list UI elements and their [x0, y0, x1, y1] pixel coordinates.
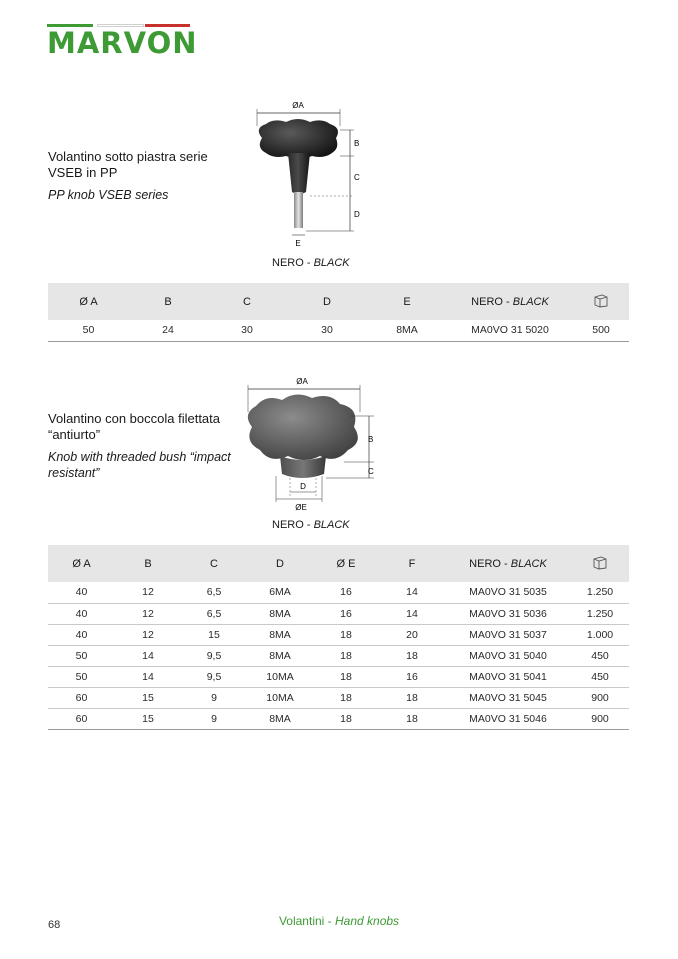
table-row	[48, 645, 629, 666]
cell: 8MA	[247, 708, 313, 729]
cell: 9	[181, 687, 247, 708]
knob-head	[259, 119, 338, 159]
cell: 8MA	[247, 645, 313, 666]
cell: 10MA	[247, 666, 313, 687]
col-header-code-it: NERO -	[469, 557, 511, 570]
box-icon	[573, 283, 629, 320]
cell: 15	[115, 687, 181, 708]
dim-b-label: B	[354, 139, 360, 148]
brand-name: MARVON	[47, 26, 198, 60]
product2-drawing	[240, 372, 380, 517]
col-header-code-it: NERO -	[471, 295, 513, 308]
cell: 50	[48, 645, 115, 666]
product1-title-line1: Volantino sotto piastra serie	[48, 149, 208, 164]
cell: 18	[379, 708, 445, 729]
product2-color-en: BLACK	[313, 519, 350, 531]
col-header-code-en: BLACK	[512, 295, 549, 308]
product2-subtitle	[48, 449, 231, 481]
col-header-code	[445, 545, 571, 582]
cell: 12	[115, 582, 181, 603]
cell: 8MA	[247, 603, 313, 624]
dim-c-label: C	[368, 467, 374, 476]
table-row	[48, 666, 629, 687]
product2-subtitle-line1: Knob with threaded bush “impact	[48, 450, 231, 464]
col-header-code	[447, 283, 573, 320]
cell: MA0VO 31 5020	[447, 320, 573, 341]
table-header-row	[48, 283, 629, 320]
col-header: Ø A	[79, 295, 98, 308]
cell: 40	[48, 603, 115, 624]
cell: 16	[379, 666, 445, 687]
col-header: C	[210, 557, 218, 570]
cell: 40	[48, 582, 115, 603]
cell: 18	[313, 624, 379, 645]
col-header: E	[403, 295, 411, 308]
cell: 60	[48, 687, 115, 708]
dim-c-label: C	[354, 173, 360, 182]
cell: 1.000	[571, 624, 629, 645]
cell: MA0VO 31 5035	[445, 582, 571, 603]
cell: 900	[571, 687, 629, 708]
cell: 9,5	[181, 645, 247, 666]
cell: 1.250	[571, 603, 629, 624]
cell: 16	[313, 603, 379, 624]
cell: 8MA	[367, 320, 447, 341]
cell: 8MA	[247, 624, 313, 645]
product1-color-it: NERO -	[272, 257, 314, 269]
cell: 14	[379, 582, 445, 603]
cell: 9	[181, 708, 247, 729]
cell: 6,5	[181, 603, 247, 624]
cell: 1.250	[571, 582, 629, 603]
cell: 500	[573, 320, 629, 341]
dim-e-label: E	[295, 239, 301, 248]
cell: 18	[313, 645, 379, 666]
table-row	[48, 708, 629, 729]
table-header-row	[48, 545, 629, 582]
product1-drawing	[240, 96, 370, 251]
col-header-code-en: BLACK	[510, 557, 547, 570]
cell: 18	[313, 708, 379, 729]
product2-title-line2: “antiurto”	[48, 427, 101, 442]
product1-color-caption	[272, 257, 350, 269]
cell: MA0VO 31 5046	[445, 708, 571, 729]
product1-table	[48, 283, 629, 342]
dim-a-label: ØA	[296, 377, 308, 386]
cell: 6,5	[181, 582, 247, 603]
cell: 6MA	[247, 582, 313, 603]
cell: 10MA	[247, 687, 313, 708]
col-header: F	[408, 557, 416, 570]
dim-d-label: D	[354, 210, 360, 219]
cell: 14	[115, 666, 181, 687]
cell: 30	[207, 320, 287, 341]
cell: 14	[115, 645, 181, 666]
cell: 900	[571, 708, 629, 729]
cell: MA0VO 31 5045	[445, 687, 571, 708]
cell: 18	[379, 645, 445, 666]
cell: 9,5	[181, 666, 247, 687]
cell: 50	[48, 320, 129, 341]
col-header: D	[276, 557, 284, 570]
product2-title-line1: Volantino con boccola filettata	[48, 411, 221, 426]
cell: MA0VO 31 5036	[445, 603, 571, 624]
cell: 14	[379, 603, 445, 624]
table-row	[48, 603, 629, 624]
cell: 15	[115, 708, 181, 729]
cell: 12	[115, 624, 181, 645]
col-header: Ø A	[72, 557, 91, 570]
dim-d-label: D	[300, 482, 306, 491]
dim-b-label: B	[368, 435, 374, 444]
product1-color-en: BLACK	[313, 257, 350, 269]
cell: MA0VO 31 5041	[445, 666, 571, 687]
cell: 60	[48, 708, 115, 729]
cell: MA0VO 31 5040	[445, 645, 571, 666]
box-icon	[571, 545, 629, 582]
table-row	[48, 582, 629, 603]
cell: 24	[129, 320, 207, 341]
col-header: Ø E	[336, 557, 356, 570]
col-header: B	[144, 557, 152, 570]
table-row	[48, 687, 629, 708]
table-row	[48, 624, 629, 645]
cell: 18	[313, 687, 379, 708]
dim-a-label: ØA	[292, 101, 304, 110]
product2-color-caption	[272, 519, 350, 531]
product1-subtitle: PP knob VSEB series	[48, 188, 169, 202]
product2-subtitle-line2: resistant”	[48, 466, 100, 480]
product2-title	[48, 411, 220, 443]
table-row	[48, 320, 629, 341]
cell: 16	[313, 582, 379, 603]
col-header: B	[164, 295, 172, 308]
cell: 15	[181, 624, 247, 645]
cell: 50	[48, 666, 115, 687]
cell: 450	[571, 645, 629, 666]
cell: 40	[48, 624, 115, 645]
cell: MA0VO 31 5037	[445, 624, 571, 645]
cell: 30	[287, 320, 367, 341]
cell: 18	[379, 687, 445, 708]
product1-title-line2: VSEB in PP	[48, 165, 118, 180]
knob-head	[248, 394, 358, 460]
cell: 20	[379, 624, 445, 645]
col-header: D	[323, 295, 331, 308]
footer-section	[0, 914, 678, 928]
cell: 18	[313, 666, 379, 687]
page-number: 68	[48, 919, 61, 931]
product2-color-it: NERO -	[272, 519, 314, 531]
footer-section-it: Volantini -	[278, 914, 335, 928]
dim-e-label: ØE	[295, 503, 307, 512]
cell: 450	[571, 666, 629, 687]
product2-table	[48, 545, 629, 730]
product1-title	[48, 149, 208, 181]
knob-pin	[294, 192, 303, 228]
col-header: C	[243, 295, 251, 308]
cell: 12	[115, 603, 181, 624]
knob-stem	[288, 153, 310, 194]
footer-section-en: Hand knobs	[335, 914, 400, 928]
